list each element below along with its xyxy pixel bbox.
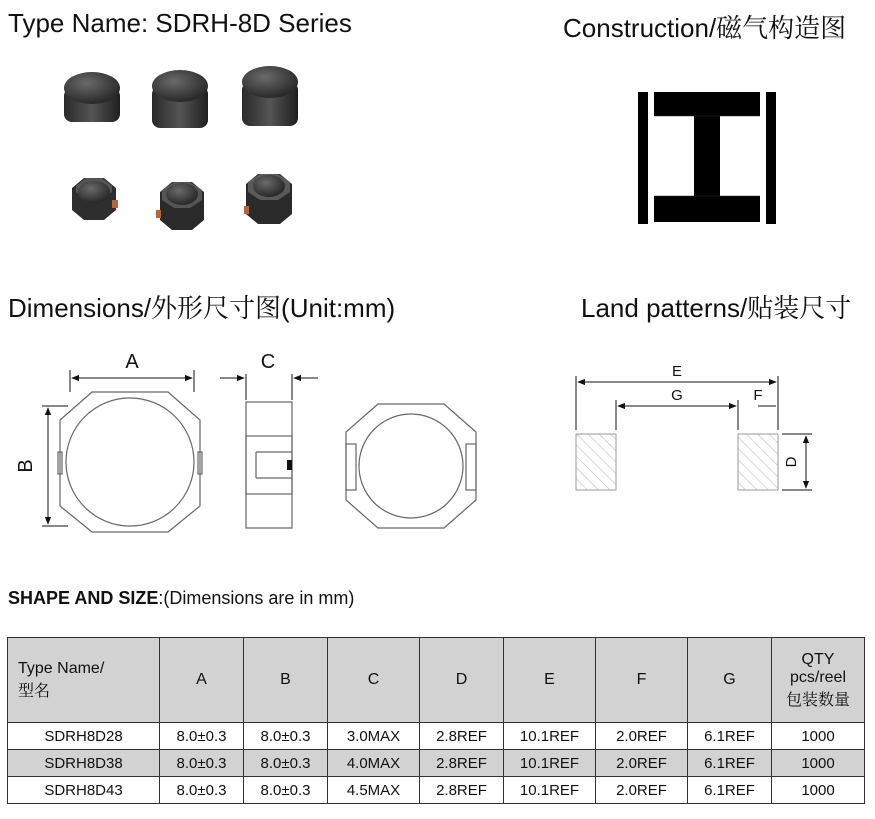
- cell-f: 2.0REF: [596, 723, 688, 750]
- shape-size-title-bold: SHAPE AND SIZE: [8, 588, 159, 608]
- cell-d: 2.8REF: [420, 750, 504, 777]
- land-label-g: G: [671, 387, 683, 404]
- inductor-photo-6: [244, 174, 292, 224]
- header-f: F: [596, 638, 688, 723]
- bottom-view: [346, 404, 476, 528]
- dim-label-c: C: [260, 351, 276, 373]
- header-qty-line2: pcs/reel: [789, 668, 847, 686]
- table-row: [8, 723, 865, 750]
- land-pattern-drawing: [560, 350, 820, 510]
- construction-heading: Construction/磁气构造图: [563, 13, 847, 43]
- type-name-heading: Type Name: SDRH-8D Series: [8, 8, 352, 38]
- outer-sleeve-left: [638, 92, 648, 224]
- shape-size-title-note: :(Dimensions are in mm): [158, 588, 355, 608]
- outer-sleeve-right: [766, 92, 776, 224]
- cell-c: 3.0MAX: [328, 723, 420, 750]
- land-label-e: E: [671, 363, 683, 380]
- inductor-photo-3: [242, 66, 298, 126]
- cell-b: 8.0±0.3: [244, 750, 328, 777]
- header-d: D: [420, 638, 504, 723]
- cell-g: 6.1REF: [688, 723, 772, 750]
- dimensions-heading: Dimensions/外形尺寸图(Unit:mm): [8, 293, 396, 323]
- cell-a: 8.0±0.3: [160, 750, 244, 777]
- cell-g: 6.1REF: [688, 750, 772, 777]
- cell-e: 10.1REF: [504, 723, 596, 750]
- dimension-drawing: [10, 340, 510, 540]
- land-pad-left: [576, 434, 616, 490]
- table-row: [8, 777, 865, 804]
- header-qty: [772, 638, 865, 723]
- inductor-photo-5: [156, 182, 204, 230]
- cell-a: 8.0±0.3: [160, 723, 244, 750]
- construction-diagram: [630, 88, 780, 228]
- cell-c: 4.0MAX: [328, 750, 420, 777]
- side-view: [246, 402, 292, 528]
- cell-type: SDRH8D43: [8, 777, 160, 804]
- header-qty-line3: 包装数量: [785, 689, 850, 709]
- cell-d: 2.8REF: [420, 777, 504, 804]
- inductor-photo-2: [152, 70, 208, 128]
- inductor-photo-4: [72, 178, 118, 220]
- header-qty-line1: QTY: [801, 650, 835, 668]
- cell-f: 2.0REF: [596, 777, 688, 804]
- cell-d: 2.8REF: [420, 723, 504, 750]
- land-patterns-heading: Land patterns/贴装尺寸: [581, 293, 852, 323]
- header-g: G: [688, 638, 772, 723]
- header-type-name-cn: 型名: [18, 680, 51, 700]
- cell-g: 6.1REF: [688, 777, 772, 804]
- cell-e: 10.1REF: [504, 750, 596, 777]
- cell-c: 4.5MAX: [328, 777, 420, 804]
- cell-type: SDRH8D28: [8, 723, 160, 750]
- cell-qty: 1000: [772, 750, 865, 777]
- spec-table: [7, 637, 865, 804]
- top-view: [58, 392, 202, 532]
- header-type-name: [8, 638, 160, 723]
- header-e: E: [504, 638, 596, 723]
- cell-f: 2.0REF: [596, 750, 688, 777]
- dim-label-a: A: [125, 351, 139, 373]
- cell-a: 8.0±0.3: [160, 777, 244, 804]
- inductor-photo-1: [64, 72, 120, 122]
- cell-b: 8.0±0.3: [244, 777, 328, 804]
- header-a: A: [160, 638, 244, 723]
- header-b: B: [244, 638, 328, 723]
- land-label-f: F: [753, 387, 763, 404]
- dim-label-b: B: [15, 459, 37, 473]
- drum-core: [654, 92, 760, 222]
- table-header-row: [8, 638, 865, 723]
- header-c: C: [328, 638, 420, 723]
- cell-qty: 1000: [772, 723, 865, 750]
- table-row: [8, 750, 865, 777]
- cell-qty: 1000: [772, 777, 865, 804]
- cell-type: SDRH8D38: [8, 750, 160, 777]
- land-pad-right: [738, 434, 778, 490]
- cell-b: 8.0±0.3: [244, 723, 328, 750]
- product-photo: [50, 60, 310, 250]
- header-type-name-en: Type Name/: [18, 659, 105, 677]
- cell-e: 10.1REF: [504, 777, 596, 804]
- shape-size-title: [8, 588, 354, 609]
- land-label-d: D: [783, 456, 800, 468]
